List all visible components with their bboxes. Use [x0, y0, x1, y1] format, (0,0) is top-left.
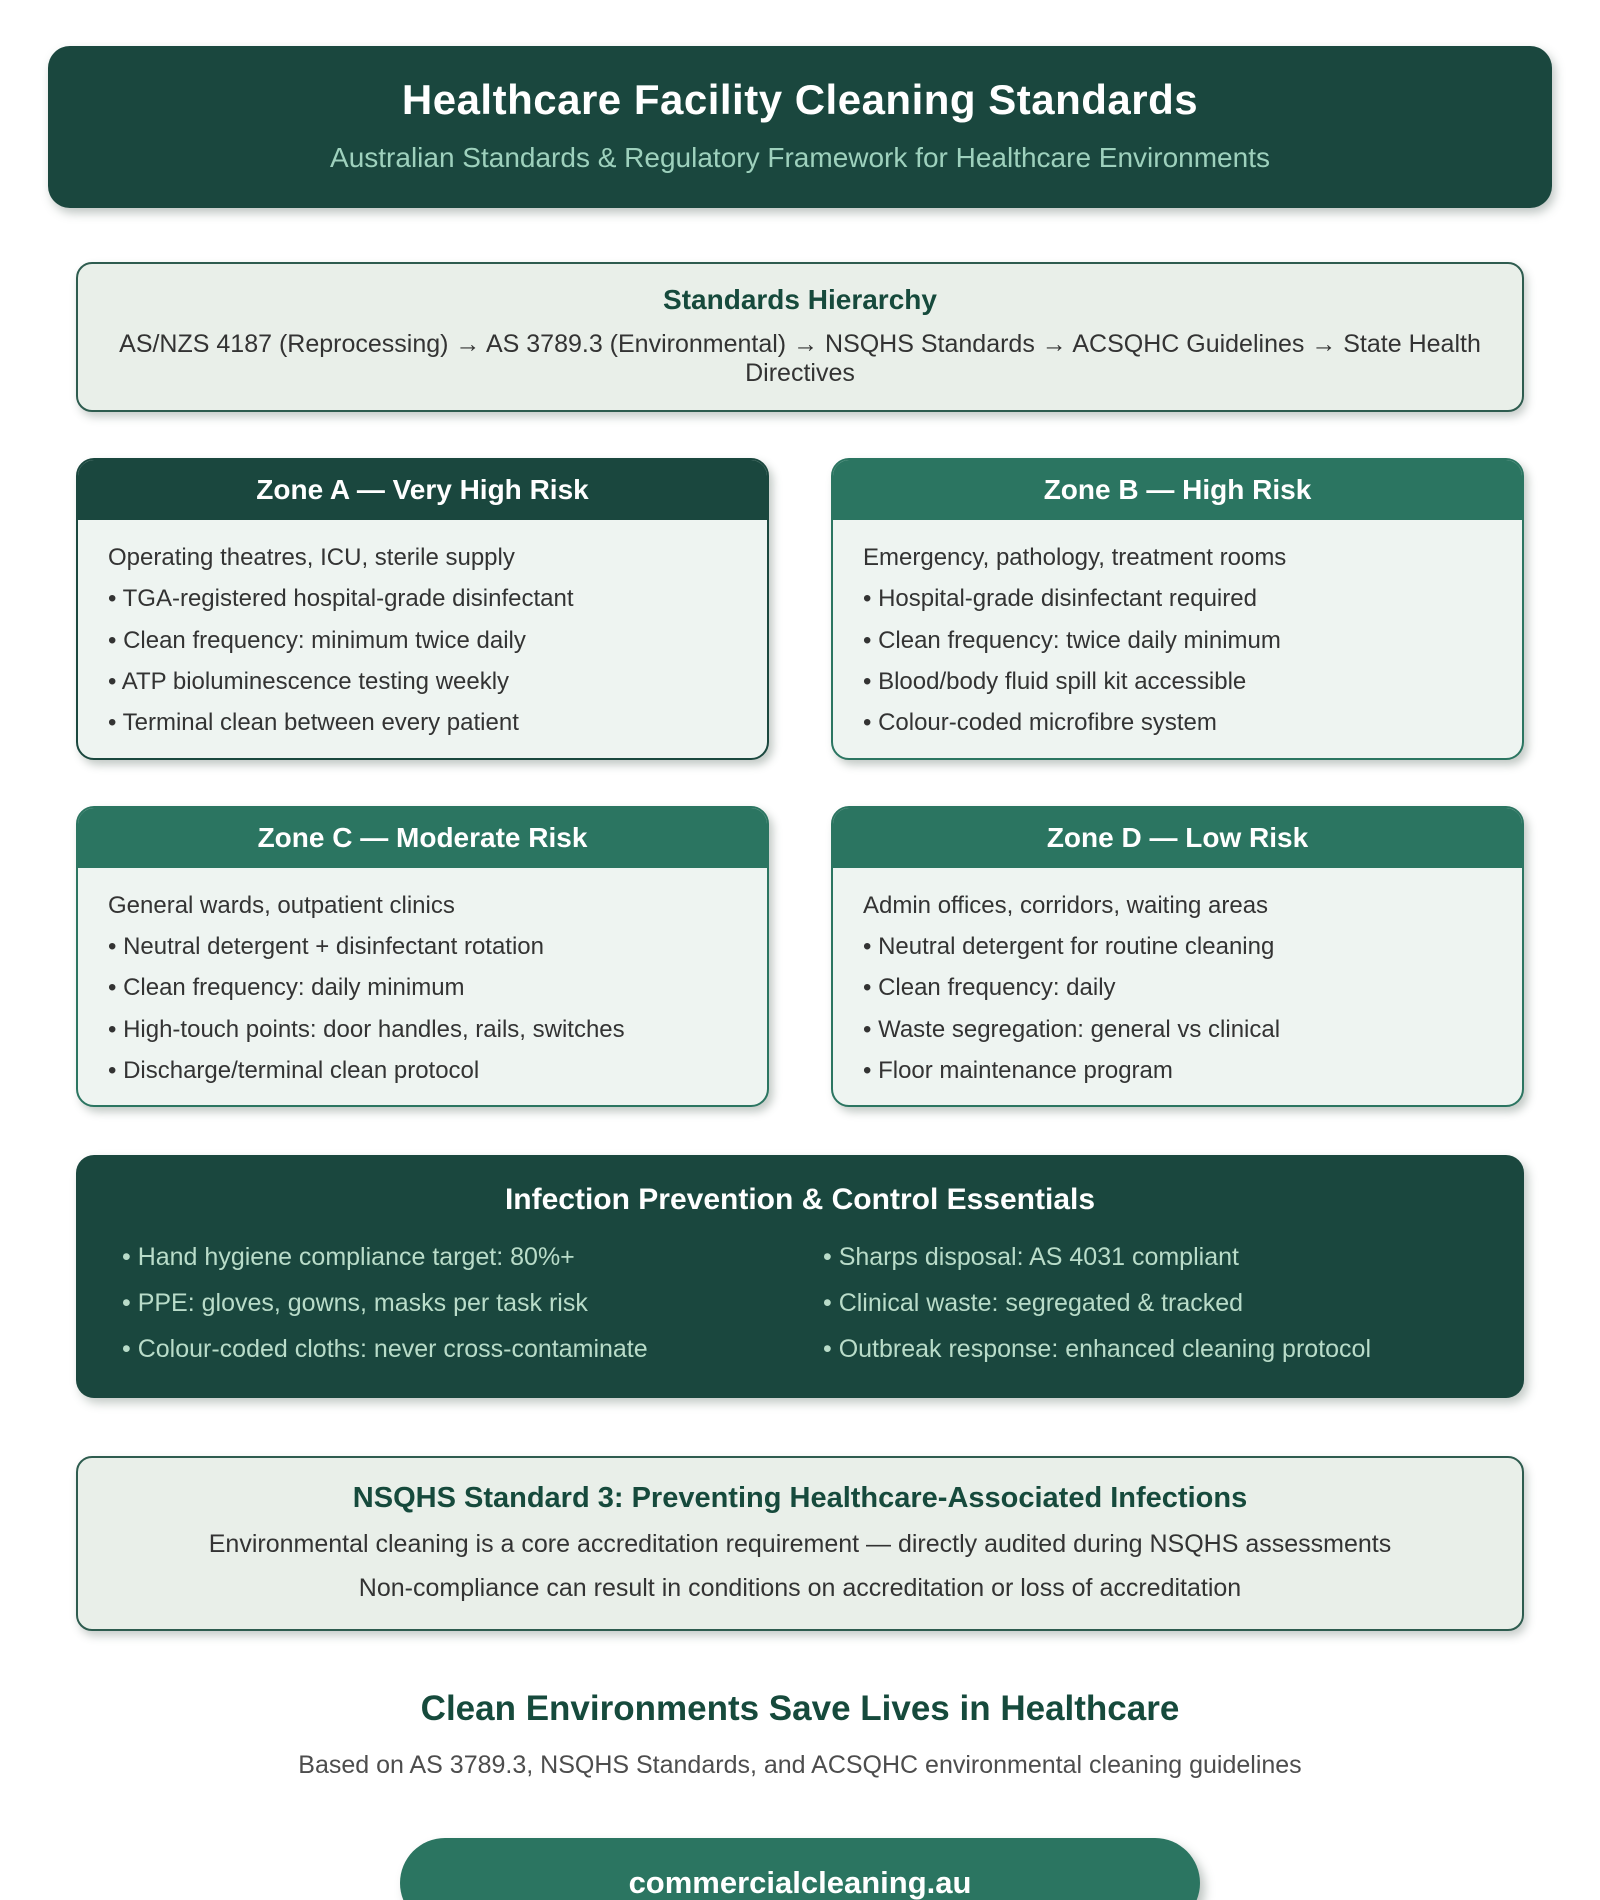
- infection-control-box: [76, 1155, 1524, 1398]
- zone-card-c: [76, 806, 769, 1108]
- infection-right-column: [823, 1243, 1478, 1364]
- infection-bullet: • Sharps disposal: AS 4031 compliant: [823, 1243, 1239, 1272]
- infection-bullet: • Hand hygiene compliance target: 80%+: [122, 1243, 575, 1272]
- infection-bullet: • Colour-coded cloths: never cross-contaminate: [122, 1335, 648, 1364]
- zone-d-bullet: • Neutral detergent for routine cleaning: [863, 932, 1275, 960]
- zone-c-bullet: • Discharge/terminal clean protocol: [108, 1056, 480, 1084]
- zone-a-title: Zone A — Very High Risk: [78, 460, 767, 520]
- zone-b-bullet: • Clean frequency: twice daily minimum: [863, 626, 1281, 654]
- closing-heading: Clean Environments Save Lives in Healthcare: [420, 1689, 1180, 1729]
- zone-c-bullet: • Clean frequency: daily minimum: [108, 974, 465, 1002]
- infection-bullet: • Clinical waste: segregated & tracked: [823, 1289, 1244, 1318]
- zone-b-bullet: • Colour-coded microfibre system: [863, 709, 1217, 737]
- zone-c-title: Zone C — Moderate Risk: [78, 808, 767, 868]
- page-subtitle: Australian Standards & Regulatory Framework for Healthcare Environments: [330, 142, 1270, 173]
- standards-hierarchy-chain: AS/NZS 4187 (Reprocessing) → AS 3789.3 (Environmental) → NSQHS Standards → ACSQHC Guidelines → State Health Directives: [119, 330, 1481, 387]
- infection-left-column: [122, 1243, 777, 1364]
- zone-card-a: [76, 458, 769, 760]
- standards-hierarchy-title: Standards Hierarchy: [663, 284, 937, 315]
- page-title: Healthcare Facility Cleaning Standards: [401, 76, 1199, 123]
- nsqhs-standard-line: Non-compliance can result in conditions on accreditation or loss of accreditation: [358, 1574, 1242, 1603]
- closing-subtext: Based on AS 3789.3, NSQHS Standards, and ACSQHC environmental cleaning guidelines: [298, 1751, 1302, 1780]
- zone-a-bullet: • ATP bioluminescence testing weekly: [108, 667, 510, 695]
- zone-c-body: [78, 868, 767, 1106]
- zone-c-bullet: • High-touch points: door handles, rails, switches: [108, 1015, 625, 1043]
- zone-b-lead: Emergency, pathology, treatment rooms: [863, 544, 1287, 571]
- zone-d-bullet: • Waste segregation: general vs clinical: [863, 1015, 1281, 1043]
- zone-a-body: [78, 520, 767, 758]
- zone-d-lead: Admin offices, corridors, waiting areas: [863, 891, 1269, 919]
- zone-card-b: [831, 458, 1524, 760]
- infection-bullet: • Outbreak response: enhanced cleaning protocol: [823, 1335, 1371, 1364]
- zone-d-title: Zone D — Low Risk: [833, 808, 1522, 868]
- header-banner: [48, 46, 1552, 208]
- zone-card-d: [831, 806, 1524, 1108]
- zone-b-title: Zone B — High Risk: [833, 460, 1522, 520]
- zone-c-lead: General wards, outpatient clinics: [108, 891, 455, 919]
- zone-a-lead: Operating theatres, ICU, sterile supply: [108, 544, 515, 571]
- brand-label: commercialcleaning.au: [628, 1865, 972, 1900]
- zone-d-bullet: • Floor maintenance program: [863, 1056, 1173, 1084]
- infection-control-columns: [122, 1243, 1478, 1364]
- zone-d-bullet: • Clean frequency: daily: [863, 974, 1116, 1002]
- nsqhs-standard-line: Environmental cleaning is a core accreditation requirement — directly audited during NSQHS assessments: [208, 1530, 1392, 1559]
- zone-a-bullet: • Terminal clean between every patient: [108, 709, 519, 737]
- closing-message: [48, 1689, 1552, 1780]
- nsqhs-standard-title: NSQHS Standard 3: Preventing Healthcare-Associated Infections: [352, 1482, 1248, 1515]
- zone-c-bullet: • Neutral detergent + disinfectant rotation: [108, 932, 544, 960]
- infection-bullet: • PPE: gloves, gowns, masks per task risk: [122, 1289, 588, 1318]
- zone-a-bullet: • TGA-registered hospital-grade disinfectant: [108, 585, 574, 613]
- zone-a-bullet: • Clean frequency: minimum twice daily: [108, 626, 526, 654]
- standards-hierarchy-box: [76, 262, 1524, 412]
- zone-b-bullet: • Hospital-grade disinfectant required: [863, 585, 1257, 613]
- zones-grid: [76, 458, 1524, 1107]
- nsqhs-standard-box: [76, 1456, 1524, 1631]
- zone-b-bullet: • Blood/body fluid spill kit accessible: [863, 667, 1247, 695]
- infection-control-title: Infection Prevention & Control Essentials: [504, 1183, 1096, 1217]
- zone-d-body: [833, 868, 1522, 1106]
- zone-b-body: [833, 520, 1522, 758]
- brand-link-button[interactable]: [400, 1838, 1200, 1900]
